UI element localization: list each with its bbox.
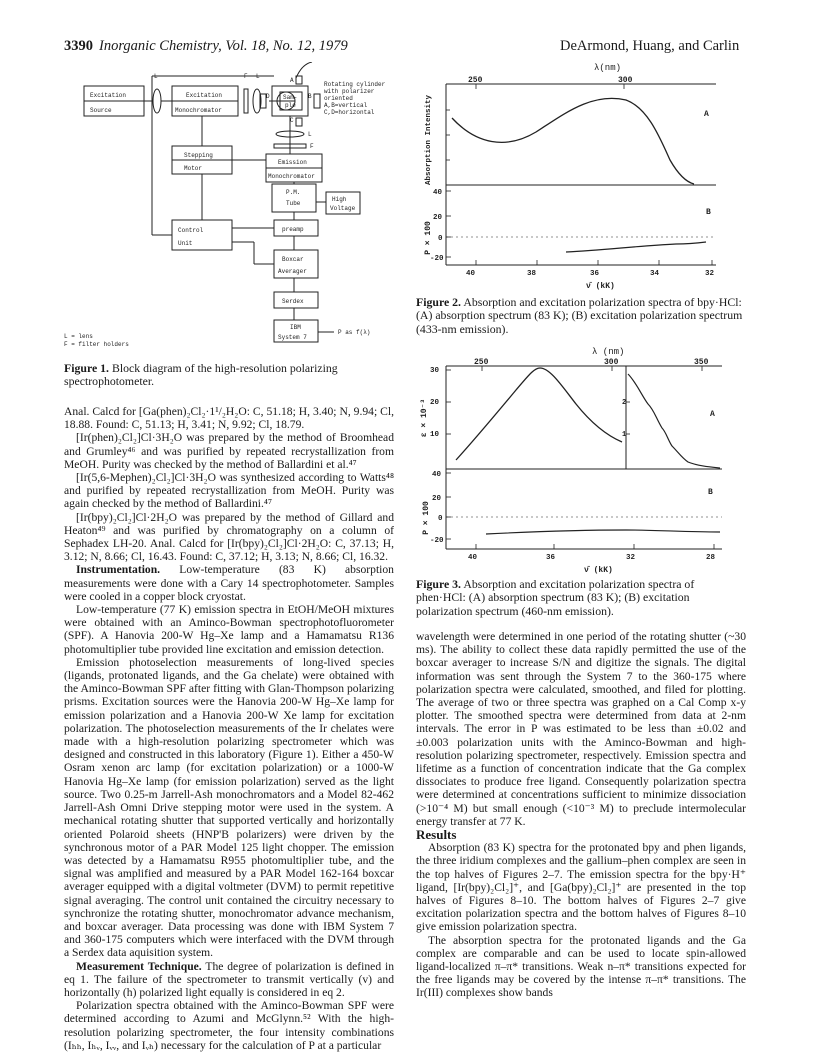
fig3-y-tick-b-40: 40: [432, 471, 442, 479]
fig3-y-tick-10: 10: [430, 431, 440, 439]
fig1-label-C: C: [290, 117, 294, 124]
fig2-top-tick-300: 300: [618, 76, 633, 85]
fig3-x-tick-28: 28: [706, 554, 716, 562]
figure3-spectra: [416, 342, 746, 578]
fig1-label-F1: F: [244, 73, 248, 80]
fig1-rotating-3: oriented: [324, 95, 353, 102]
instrumentation-text: Low-temperature (83 K) absorption measurements were done with a Cary 14 spectrophotometer. Samples were cooled in a copper block cryostat.: [64, 563, 394, 603]
fig1-label-A: A: [290, 77, 294, 84]
results-heading: Results: [416, 827, 457, 843]
paragraph-low-temp-emission: Low-temperature (77 K) emission spectra in EtOH/MeOH mixtures were obtained with an Aminco-Bowman spectrophotofluorometer (SPF). A Hanovia 200-W Hg–Xe lamp and a Hamamatsu R136 photomultiplier tube provided line excitation and emission detection.: [64, 603, 394, 656]
fig3-curve-b: [486, 530, 720, 534]
fig1-boxcar-1: Boxcar: [282, 256, 304, 263]
paragraph-ligand-comparison: The absorption spectra for the protonated ligands and the Ga complex are comparable and can be used to locate spin-allowed ligand-localized π–π* transitions. Weak n–π* transitions expected for the free ligands may be covered by the intense π–π* transitions. The Ir(III) complexes show bands: [416, 933, 746, 1000]
fig3-y-tick-30: 30: [430, 367, 440, 375]
fig1-excitation-source-1: Excitation: [90, 92, 127, 99]
journal-citation: Inorganic Chemistry, Vol. 18, No. 12, 1979: [99, 38, 348, 54]
instrumentation-heading: Instrumentation.: [76, 563, 161, 577]
paragraph-instrumentation: [64, 563, 394, 603]
fig1-label-F2: F: [310, 143, 314, 150]
figure2-caption-label: Figure 2.: [416, 295, 461, 309]
fig2-x-tick-34: 34: [650, 270, 660, 278]
paragraph-polarization-spectra: Polarization spectra obtained with the Aminco-Bowman SPF were determined according to Azumi and McGlynn.⁵² With the high-resolution polarizing spectrometer, the four intensity combinations (Iₕₕ, Iₕᵥ, Iᵥᵥ, and Iᵥₕ) necessary for the calculation of P at a particular: [64, 999, 394, 1052]
figure2-caption-text: Absorption and excitation polarization spectra of bpy·HCl: (A) absorption spectrum (83 K); (B) excitation polarization spectrum (433-nm emission).: [416, 295, 743, 336]
fig3-x-tick-36: 36: [546, 554, 556, 562]
fig1-legend-lens: L = lens: [64, 333, 93, 340]
fig3-panel-a: A: [710, 410, 715, 419]
fig3-top-tick-350: 350: [694, 358, 709, 367]
left-column-text: [64, 405, 394, 1052]
fig1-legend-filter: F = filter holders: [64, 341, 129, 348]
fig1-preamp: preamp: [282, 226, 304, 233]
figure1-caption-label: Figure 1.: [64, 361, 109, 375]
measurement-text: The degree of polarization is defined in eq 1. The failure of the spectrometer to transmit vertically (v) and horizontally (h) polarized light equally is considered in eq 2.: [64, 959, 394, 999]
fig3-y-tick-b-neg20: -20: [430, 537, 444, 545]
fig3-top-tick-300: 300: [604, 358, 619, 367]
fig1-excitation-mono-2: Monochromator: [175, 107, 222, 114]
fig1-rotating-2: with polarizer: [324, 88, 375, 95]
fig2-top-axis-label: λ(nm): [594, 63, 622, 73]
fig3-curve-a: [456, 368, 622, 460]
paragraph-measurement: [64, 960, 394, 1000]
fig3-y-tick-20: 20: [430, 399, 440, 407]
fig2-x-tick-36: 36: [590, 270, 600, 278]
paragraph-ir-phen: [Ir(phen)₂Cl₂]Cl·3H₂O was prepared by the method of Broomhead and Grumley⁴⁶ and was purified by repeated recrystallization from MeOH. Purity was checked by the method of Ballardini et al.⁴⁷: [64, 431, 394, 471]
figure3-caption-text: Absorption and excitation polarization spectra of phen·HCl: (A) absorption spectrum (83 K); (B) excitation polarization spectrum (460-nm emission).: [416, 577, 695, 618]
fig1-control-1: Control: [178, 227, 204, 234]
fig2-y-tick-neg20: -20: [430, 255, 444, 263]
fig3-inset-tick-2: 2: [622, 399, 627, 407]
fig1-excitation-mono-1: Excitation: [186, 92, 223, 99]
fig1-pm-2: Tube: [286, 200, 301, 207]
fig2-x-label: ν̄ (kK): [586, 282, 615, 291]
fig1-stepping-1: Stepping: [184, 152, 213, 159]
fig1-rotating-4: A,B=vertical: [324, 102, 368, 109]
fig1-pm-1: P.M.: [286, 189, 301, 196]
fig1-ibm-2: System 7: [278, 334, 307, 341]
right-column-text: [416, 630, 746, 1000]
fig1-output: P as f(λ): [338, 329, 371, 336]
running-header-left: [64, 38, 348, 55]
fig3-curve-a-inset: [628, 374, 720, 468]
fig1-label-L2: L: [256, 73, 260, 80]
fig3-panel-b: B: [708, 488, 713, 497]
fig2-y-label-b: P × 100: [424, 221, 433, 255]
figure2-spectra: [416, 60, 736, 296]
fig1-label-L3: L: [308, 131, 312, 138]
running-header-authors: DeArmond, Huang, and Carlin: [560, 38, 740, 54]
figure3-caption-label: Figure 3.: [416, 577, 461, 591]
fig2-x-tick-32: 32: [705, 270, 715, 278]
fig1-emission-2: Monochromator: [268, 173, 315, 180]
paragraph-photoselection: Emission photoselection measurements of long-lived species (ligands, protonated ligands, and the Ga chelate) were obtained with the Aminco-Bowman SPF after fitting with Glan-Thompson polarizing prisms. Excitation sources were the Hanovia 200-W Hg–Xe lamp for emission polarization and a Hanovia 200-W Xe lamp for excitation polarization. The photoselection measurements of the Ir chelates were made with a high-resolution polarizing spectrometer which was designed and constructed in this laboratory (Figure 1). Either a 450-W Osram xenon arc lamp (for excitation polarization) or a 1000-W Hanovia Hg–Xe lamp (for emission polarization) served as the light source. Two 0.25-m Jarrell-Ash monochromators and a Model 82-462 Jarrell-Ash Omni Drive stepping motor were used in the system. A mechanical rotating shutter that supported vertically and horizontally oriented Polaroid sheets (HNP'B polarizers) were driven by the synchronous motor of a PAR Model 125 light chopper. The emission was detected by a Hamamatsu R955 photomultiplier tube, and the signal was amplified and measured by a PAR Model 162-164 boxcar averager equipped with a digital voltmeter (DVM) to permit repetitive signal averaging. The control unit contained the circuitry necessary to synchronize the rotating shutter, monochromator advance mechanism, and boxcar averager. Data processing was done with IBM System 7 and 360-175 computers which were interfaced with the DVM through a Serdex data aquisition system.: [64, 655, 394, 960]
fig2-panel-b: B: [706, 208, 711, 217]
fig1-control-2: Unit: [178, 240, 193, 247]
figure3-caption: [416, 578, 746, 618]
fig3-y-label-a: ε × 10⁻³: [420, 398, 429, 438]
fig1-hv-1: High: [332, 196, 347, 203]
figure1-caption-text: Block diagram of the high-resolution polarizing spectrophotometer.: [64, 361, 338, 389]
fig2-curve-a: [452, 98, 694, 184]
fig1-label-L1: L: [154, 73, 158, 80]
paragraph-absorption-spectra: Absorption (83 K) spectra for the protonated bpy and phen ligands, the three iridium complexes and the gallium–phen complex are seen in the top halves of Figures 2–7. The emission spectra for the bpy·H⁺ ligand, [Ir(bpy)₂Cl₂]⁺, and [Ga(bpy)₂Cl₂]⁺ are presented in the top halves of Figures 8–10. The bottom halves of Figures 2–7 give excitation polarization spectra and the bottom halves of Figures 8–10 give emission polarization spectra.: [416, 841, 746, 934]
fig2-y-tick-40: 40: [433, 189, 443, 197]
fig3-top-axis-label: λ (nm): [592, 347, 625, 357]
fig3-inset-tick-1: 1: [622, 431, 627, 439]
fig2-x-tick-38: 38: [527, 270, 537, 278]
fig1-ibm-1: IBM: [290, 324, 301, 331]
fig3-x-tick-32: 32: [626, 554, 636, 562]
fig3-y-label-b: P × 100: [422, 501, 431, 535]
fig1-hv-2: Voltage: [330, 205, 356, 212]
fig1-rotating-1: Rotating cylinder: [324, 81, 386, 88]
fig2-curve-b: [566, 242, 706, 252]
lens-1: [153, 89, 161, 113]
fig1-sample-2: ple: [285, 102, 296, 109]
fig1-stepping-2: Motor: [184, 165, 203, 172]
paragraph-ir-mephen: [Ir(5,6-Mephen)₂Cl₂]Cl·3H₂O was synthesized according to Watts⁴⁸ and purified by repeated recrystallization from MeOH. Purity was again checked by the method of Ballardini.⁴⁷: [64, 471, 394, 511]
page-number: 3390: [64, 38, 93, 54]
fig2-y-tick-0: 0: [438, 235, 443, 243]
fig1-emission-1: Emission: [278, 159, 307, 166]
fig1-label-B: B: [308, 93, 312, 100]
figure1-caption: [64, 362, 394, 389]
fig1-label-D: D: [266, 93, 270, 100]
fig1-serdex: Serdex: [282, 298, 304, 305]
fig3-top-tick-250: 250: [474, 358, 489, 367]
fig3-x-tick-40: 40: [468, 554, 478, 562]
paragraph-anal-ga: Anal. Calcd for [Ga(phen)₂Cl₂·1¹/₂H₂O: C, 51.18; H, 3.40; N, 9.94; Cl, 18.88. Found: C, 51.13; H, 3.41; N, 9.92; Cl, 18.79.: [64, 405, 394, 432]
fig1-boxcar-2: Averager: [278, 268, 307, 275]
fig2-x-tick-40: 40: [466, 270, 476, 278]
fig1-excitation-source-2: Source: [90, 107, 112, 114]
figure2-caption: [416, 296, 746, 336]
fig3-y-tick-b-0: 0: [438, 515, 443, 523]
fig3-y-tick-b-20: 20: [432, 495, 442, 503]
fig2-top-tick-250: 250: [468, 76, 483, 85]
paragraph-wavelength: wavelength were determined in one period of the rotating shutter (~30 ms). The ability to collect these data rapidly permitted the use of the boxcar averager to increase S/N and digitize the signals. The digital information was sent through the System 7 to the 360-175 where polarization spectra were calculated, smoothed, and filed for plotting. The average of two or three spectra was graphed on a Cal Comp x-y plotter. The smoothed spectra were determined from data at 2-nm intervals. The error in P was estimated to be less than ±0.02 and ±0.003 polarization units with the Aminco-Bowman and high-resolution polarizing spectrometer, respectively. Emission spectra and lifetime as a function of concentration indicate that the Ga complex dissociates to produce free ligand. Consequently polarization spectra were determined at concentrations sufficient to minimize dissociation (>10⁻⁴ M) but small enough (<10⁻³ M) to preclude intermolecular energy transfer at 77 K.: [416, 630, 746, 828]
fig1-rotating-5: C,D=horizontal: [324, 109, 375, 116]
fig2-y-label-a: Absorption Intensity: [425, 94, 433, 186]
fig2-panel-a: A: [704, 110, 709, 119]
fig1-sample-1: Sam-: [283, 94, 298, 101]
fig3-x-label: ν̄ (kK): [584, 566, 613, 575]
measurement-heading: Measurement Technique.: [76, 959, 202, 973]
figure1-block-diagram: [64, 62, 394, 348]
filter-holder-1: [244, 89, 248, 113]
paragraph-ir-bpy: [Ir(bpy)₂Cl₂]Cl·2H₂O was prepared by the method of Gillard and Heaton⁴⁹ and was purified by chromatography on a column of Sephadex LH-20. Anal. Calcd for [Ir(bpy)₂Cl₂]Cl·2H₂O: C, 37.13; H, 3.12; N, 8.66; Cl, 16.43. Found: C, 37.12; H, 3.13; N, 8.66; Cl, 16.32.: [64, 510, 394, 564]
fig2-y-tick-20: 20: [433, 214, 443, 222]
